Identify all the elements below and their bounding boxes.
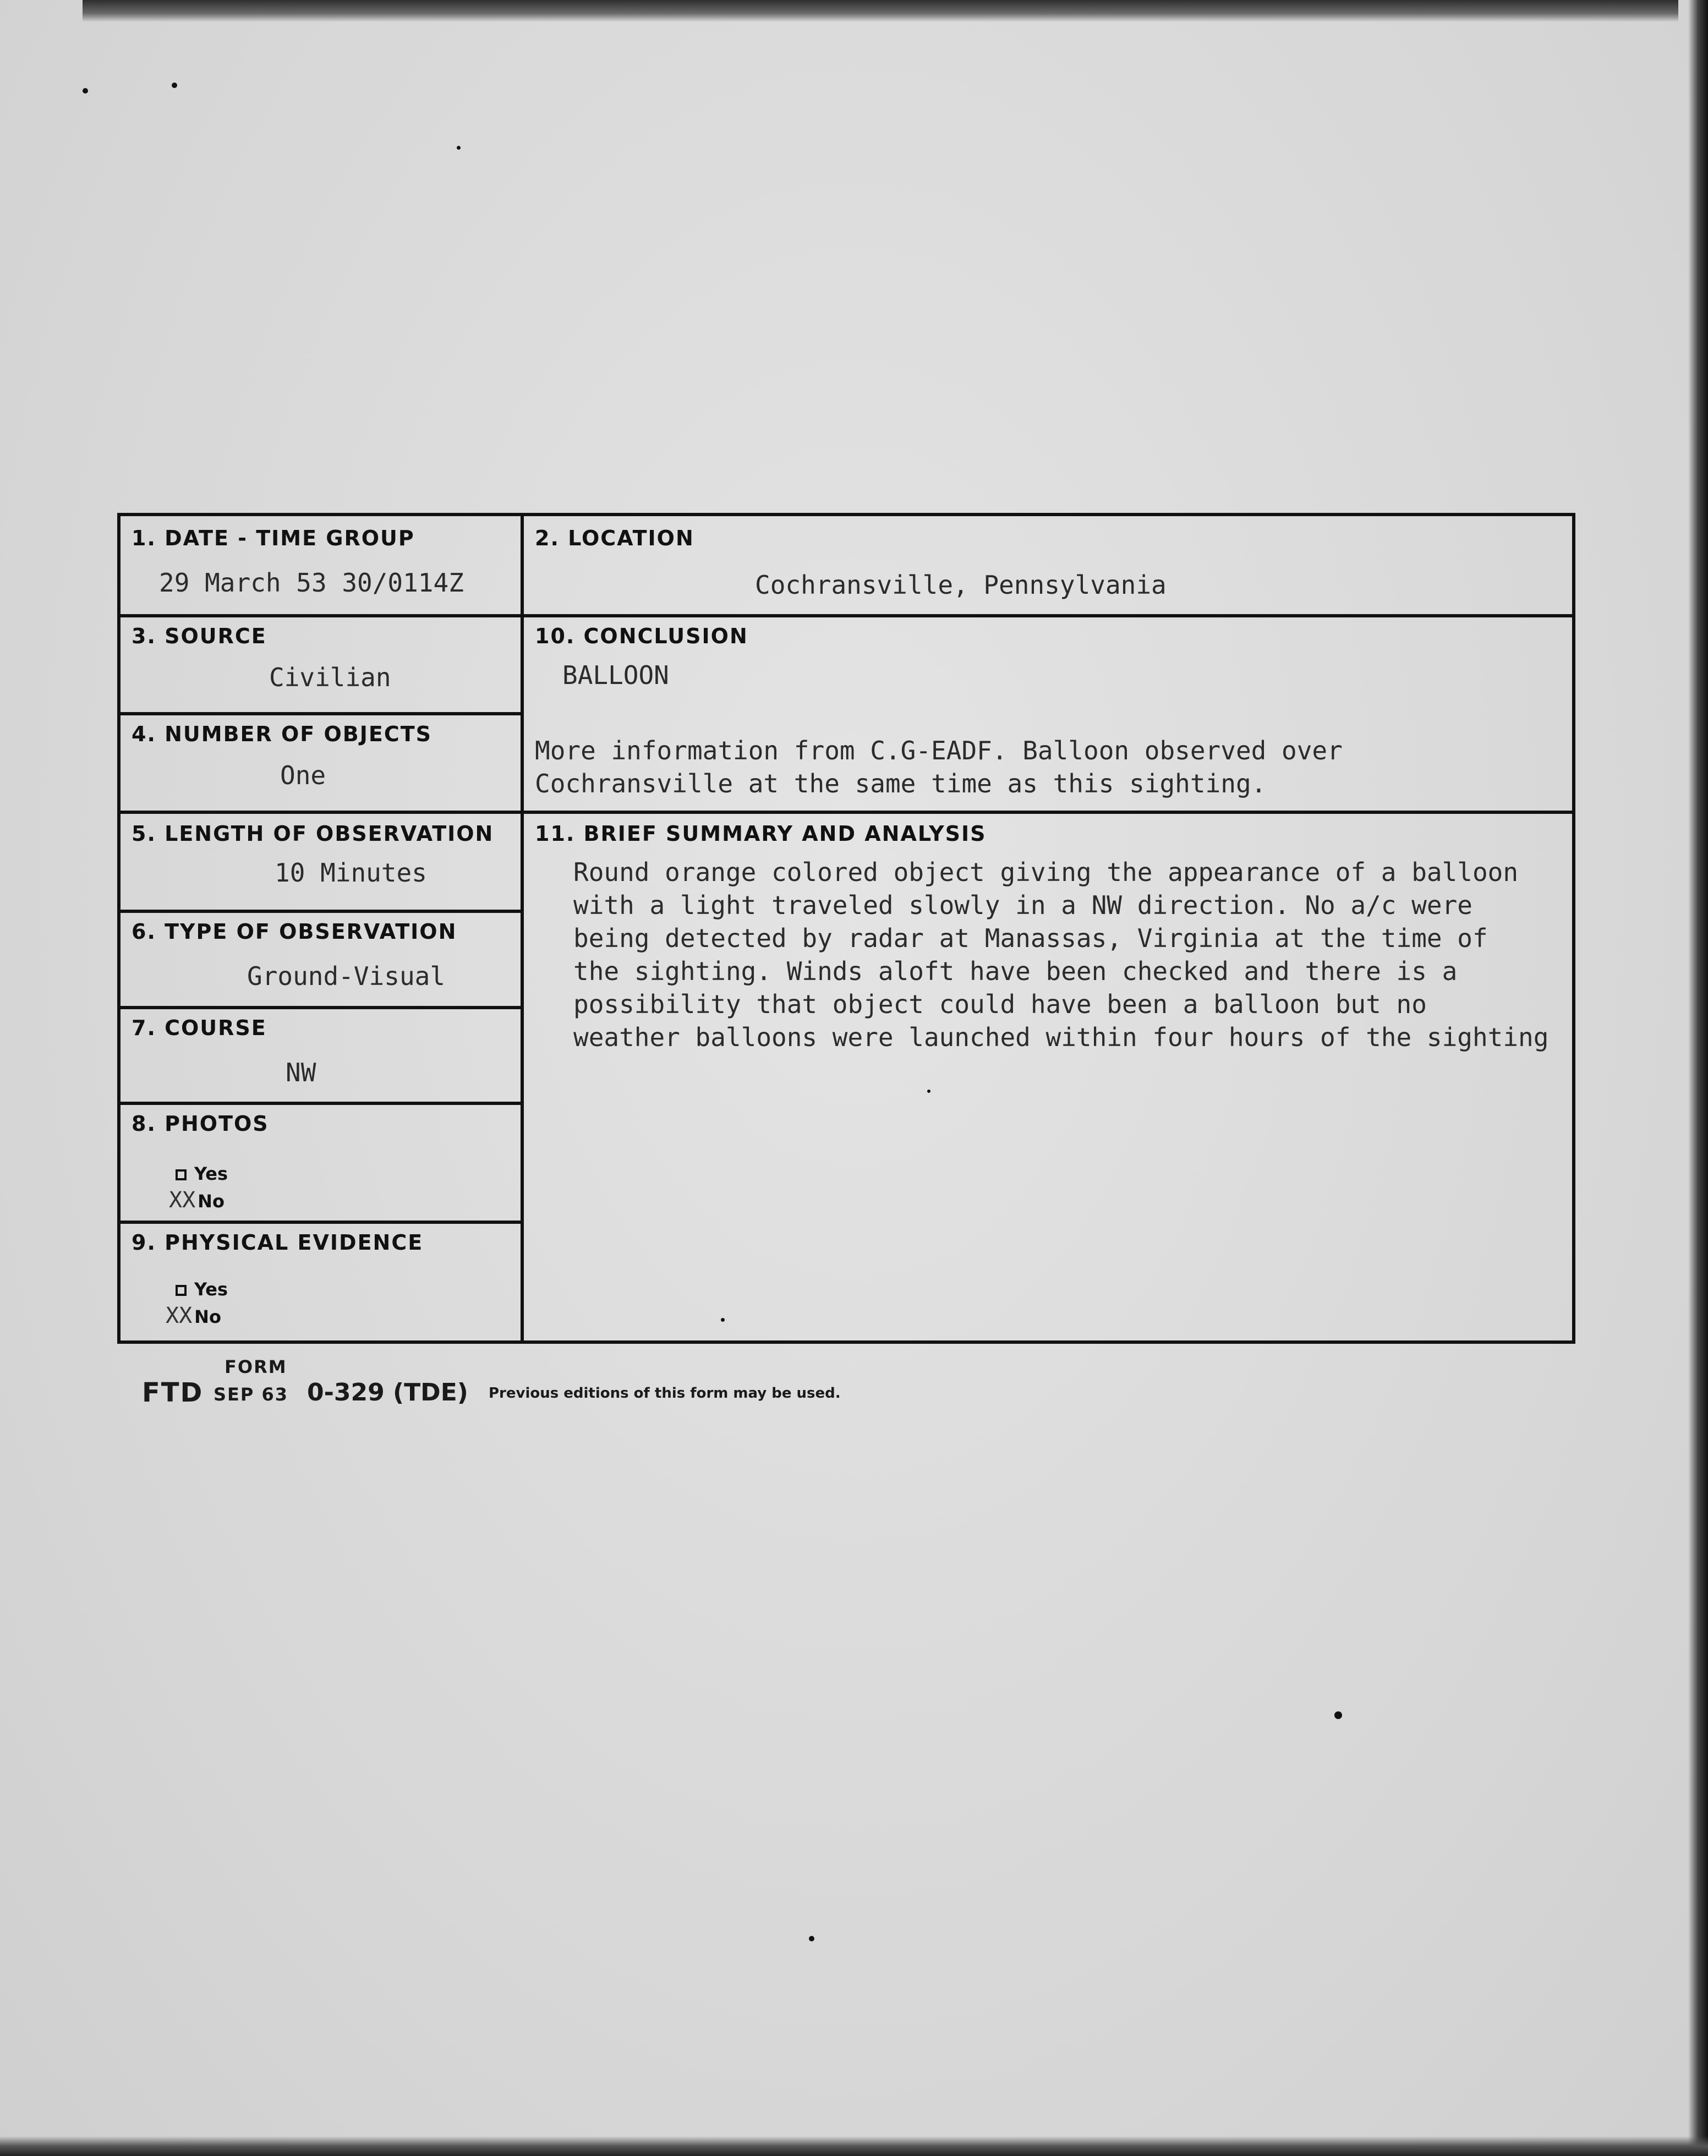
conclusion-value: BALLOON (562, 660, 669, 690)
dust-speck (83, 88, 88, 94)
photos-yes-label: Yes (194, 1163, 228, 1184)
number-of-objects-cell (121, 715, 521, 811)
location-cell (524, 516, 1575, 614)
summary-line: with a light traveled slowly in a NW direction. No a/c were (573, 890, 1472, 920)
summary-text (573, 856, 1548, 1054)
conclusion-note-line: Cochransville at the same time as this sighting. (535, 769, 1267, 798)
location-label: 2. LOCATION (535, 526, 694, 550)
number-of-objects-value: One (280, 760, 326, 790)
course-cell (121, 1009, 521, 1102)
physical-evidence-yes-option[interactable] (176, 1279, 228, 1300)
physical-evidence-cell (121, 1224, 521, 1344)
footer-form-word: FORM (225, 1356, 287, 1377)
summary-label: 11. BRIEF SUMMARY AND ANALYSIS (535, 822, 987, 846)
course-value: NW (286, 1058, 316, 1087)
physical-evidence-no-label: No (194, 1306, 221, 1327)
summary-line: Round orange colored object giving the appearance of a balloon (573, 857, 1519, 887)
source-label: 3. SOURCE (132, 624, 267, 648)
form-footer (142, 1356, 1132, 1422)
footer-date: SEP 63 (214, 1384, 289, 1405)
length-of-observation-value: 10 Minutes (275, 858, 427, 888)
dust-speck (1334, 1711, 1342, 1719)
date-time-group-value: 29 March 53 30/0114Z (159, 568, 464, 598)
location-value: Cochransville, Pennsylvania (755, 570, 1167, 600)
summary-line: possibility that object could have been a balloon but no (573, 989, 1427, 1019)
scan-edge-top (83, 0, 1678, 22)
photos-yes-option[interactable] (176, 1163, 228, 1184)
ufo-report-form (117, 513, 1575, 1344)
footer-form-number: 0-329 (TDE) (307, 1378, 468, 1407)
photos-no-label: No (198, 1191, 225, 1212)
photos-no-option[interactable] (169, 1188, 225, 1213)
footer-note: Previous editions of this form may be used. (489, 1385, 841, 1402)
conclusion-note-line: More information from C.G-EADF. Balloon observed over (535, 736, 1343, 765)
number-of-objects-label: 4. NUMBER OF OBJECTS (132, 722, 433, 746)
checkbox-empty-icon (176, 1169, 187, 1180)
summary-line: weather balloons were launched within four hours of the sighting (573, 1022, 1549, 1052)
dust-speck (457, 146, 461, 150)
summary-line: the sighting. Winds aloft have been checked and there is a (573, 956, 1458, 986)
footer-ftd: FTD (142, 1377, 204, 1408)
source-value: Civilian (269, 663, 391, 692)
conclusion-cell (524, 617, 1575, 811)
summary-cell (524, 814, 1575, 1344)
length-of-observation-label: 5. LENGTH OF OBSERVATION (132, 822, 494, 846)
checked-x-mark: XX (169, 1188, 196, 1213)
conclusion-label: 10. CONCLUSION (535, 624, 748, 648)
length-of-observation-cell (121, 814, 521, 910)
scan-edge-right (1688, 0, 1708, 2156)
type-of-observation-label: 6. TYPE OF OBSERVATION (132, 920, 457, 944)
source-cell (121, 617, 521, 712)
scan-edge-bottom (0, 2136, 1708, 2156)
conclusion-note (535, 734, 1343, 800)
date-time-group-label: 1. DATE - TIME GROUP (132, 526, 415, 550)
checkbox-empty-icon (176, 1285, 187, 1296)
dust-speck (809, 1936, 814, 1941)
summary-line: being detected by radar at Manassas, Virginia at the time of (573, 923, 1488, 953)
date-time-group-cell (121, 516, 521, 614)
physical-evidence-yes-label: Yes (194, 1279, 228, 1300)
course-label: 7. COURSE (132, 1016, 267, 1040)
checked-x-mark: XX (166, 1303, 193, 1328)
photos-cell (121, 1105, 521, 1221)
photos-label: 8. PHOTOS (132, 1112, 269, 1136)
dust-speck (172, 83, 177, 88)
physical-evidence-label: 9. PHYSICAL EVIDENCE (132, 1230, 424, 1255)
type-of-observation-value: Ground-Visual (247, 961, 446, 991)
physical-evidence-no-option[interactable] (166, 1303, 221, 1328)
type-of-observation-cell (121, 913, 521, 1006)
